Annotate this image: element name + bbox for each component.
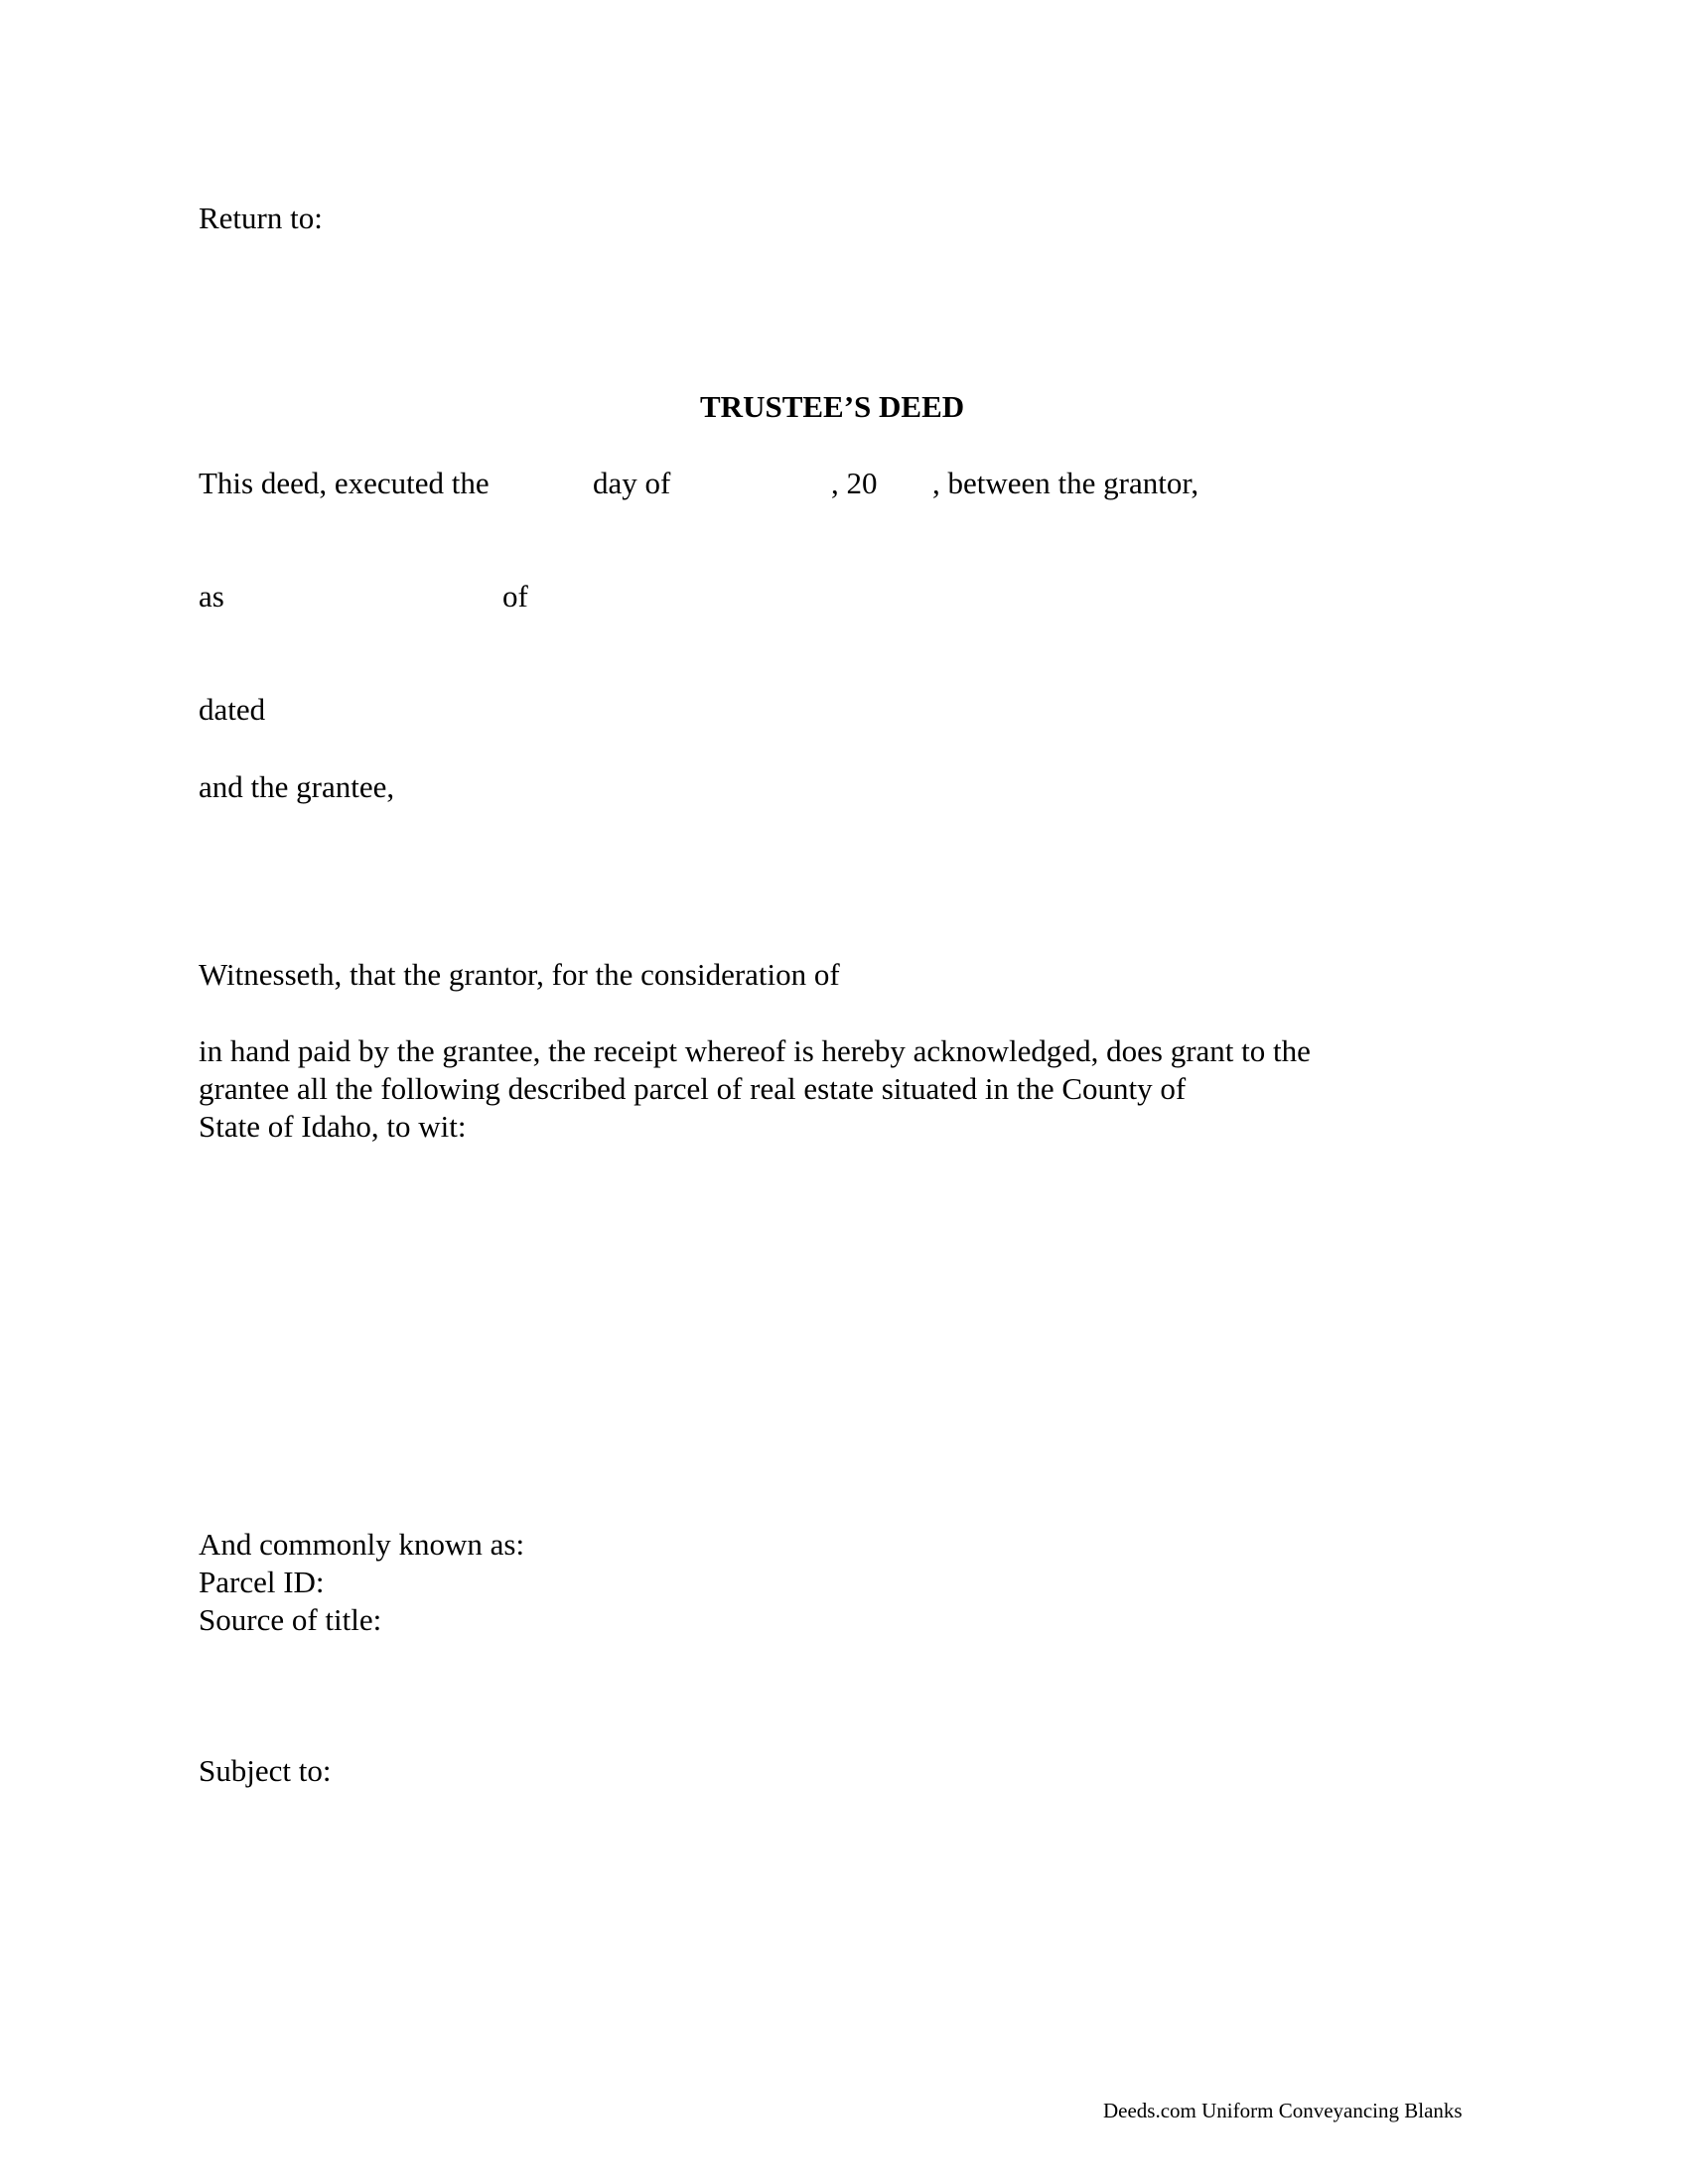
grantee-label: and the grantee, [199,769,395,804]
document-title: TRUSTEE’S DEED [700,389,965,424]
year-prefix-text: , 20 [831,466,878,500]
return-to-label: Return to: [199,201,323,235]
parcel-id-label: Parcel ID: [199,1565,325,1599]
witnesseth-text: Witnesseth, that the grantor, for the consideration of [199,957,840,992]
grant-paragraph-line-3: State of Idaho, to wit: [199,1109,467,1144]
as-label: as [199,579,224,614]
day-of-text: day of [593,466,671,500]
page-footer: Deeds.com Uniform Conveyancing Blanks [1103,2099,1463,2122]
between-grantor-text: , between the grantor, [932,466,1199,500]
source-of-title-label: Source of title: [199,1602,382,1637]
dated-label: dated [199,692,266,727]
subject-to-label: Subject to: [199,1753,332,1788]
grant-paragraph-line-2: grantee all the following described parcel of real estate situated in the County of [199,1071,1187,1106]
commonly-known-label: And commonly known as: [199,1527,525,1562]
of-label: of [502,579,528,614]
execution-date-text: This deed, executed the [199,466,490,500]
grant-paragraph-line-1: in hand paid by the grantee, the receipt whereof is hereby acknowledged, does grant to the [199,1033,1311,1068]
